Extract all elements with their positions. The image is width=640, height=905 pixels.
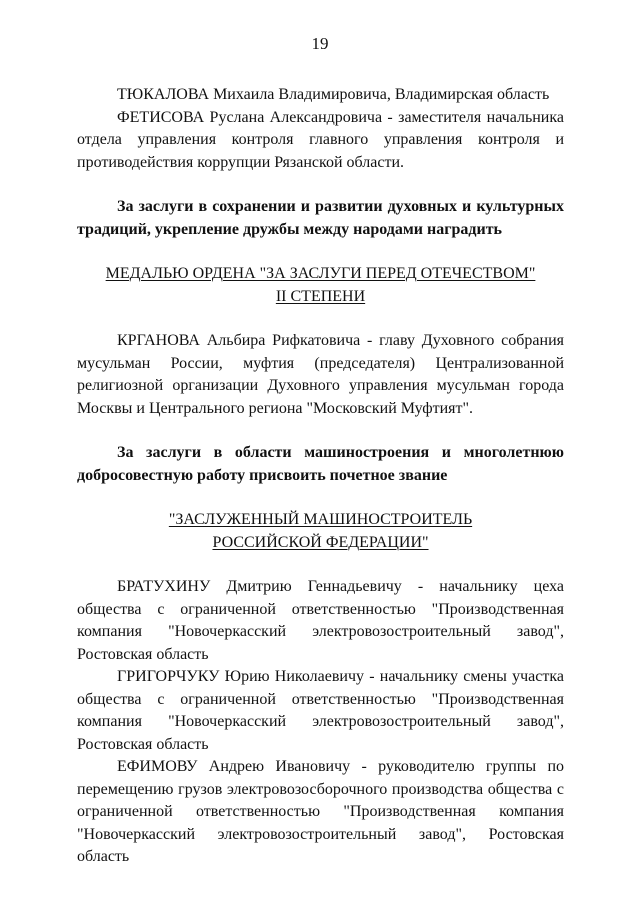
- recipient-paragraph: ГРИГОРЧУКУ Юрию Николаевичу - начальнику смены участка общества с ограниченной ответственностью "Производственная компания "Новочеркасский электровозостроительный завод", Ростовская область: [77, 668, 564, 753]
- award-title-line: II СТЕПЕНИ: [275, 287, 366, 305]
- recipient-paragraph: ФЕТИСОВА Руслана Александровича - заместителя начальника отдела управления контроля главного управления контроля и противодействия коррупции Рязанской области.: [77, 108, 564, 171]
- decree-text: За заслуги в области машиностроения и многолетнюю добросовестную работу присвоить почетное звание: [77, 444, 564, 484]
- document-body: [77, 84, 564, 869]
- award-title-line: РОССИЙСКОЙ ФЕДЕРАЦИИ": [212, 533, 429, 551]
- recipient-paragraph: ТЮКАЛОВА Михаила Владимировича, Владимирская область: [117, 86, 550, 103]
- recipient-paragraph: БРАТУХИНУ Дмитрию Геннадьевичу - начальнику цеха общества с ограниченной ответственностью "Производственная компания "Новочеркасский электровозостроительный завод", Ростовская область: [77, 578, 564, 663]
- recipient-paragraph: ЕФИМОВУ Андрею Ивановичу - руководителю группы по перемещению грузов электровозосборочного производства общества с ограниченной ответственностью "Производственная компания "Новочеркасский электровозостроительный завод", Ростовская область: [77, 758, 564, 865]
- award-title-line: МЕДАЛЬЮ ОРДЕНА "ЗА ЗАСЛУГИ ПЕРЕД ОТЕЧЕСТВОМ": [105, 265, 536, 282]
- page-number: 19: [311, 34, 329, 53]
- decree-text: За заслуги в сохранении и развитии духовных и культурных традиций, укрепление дружбы между народами наградить: [77, 198, 564, 238]
- recipient-paragraph: КРГАНОВА Альбира Рифкатовича - главу Духовного собрания мусульман России, муфтия (председателя) Централизованной религиозной организации Духовного управления мусульман города Москвы и Центрального региона "Московский Муфтият".: [77, 332, 564, 417]
- award-title-line: "ЗАСЛУЖЕННЫЙ МАШИНОСТРОИТЕЛЬ: [168, 511, 473, 528]
